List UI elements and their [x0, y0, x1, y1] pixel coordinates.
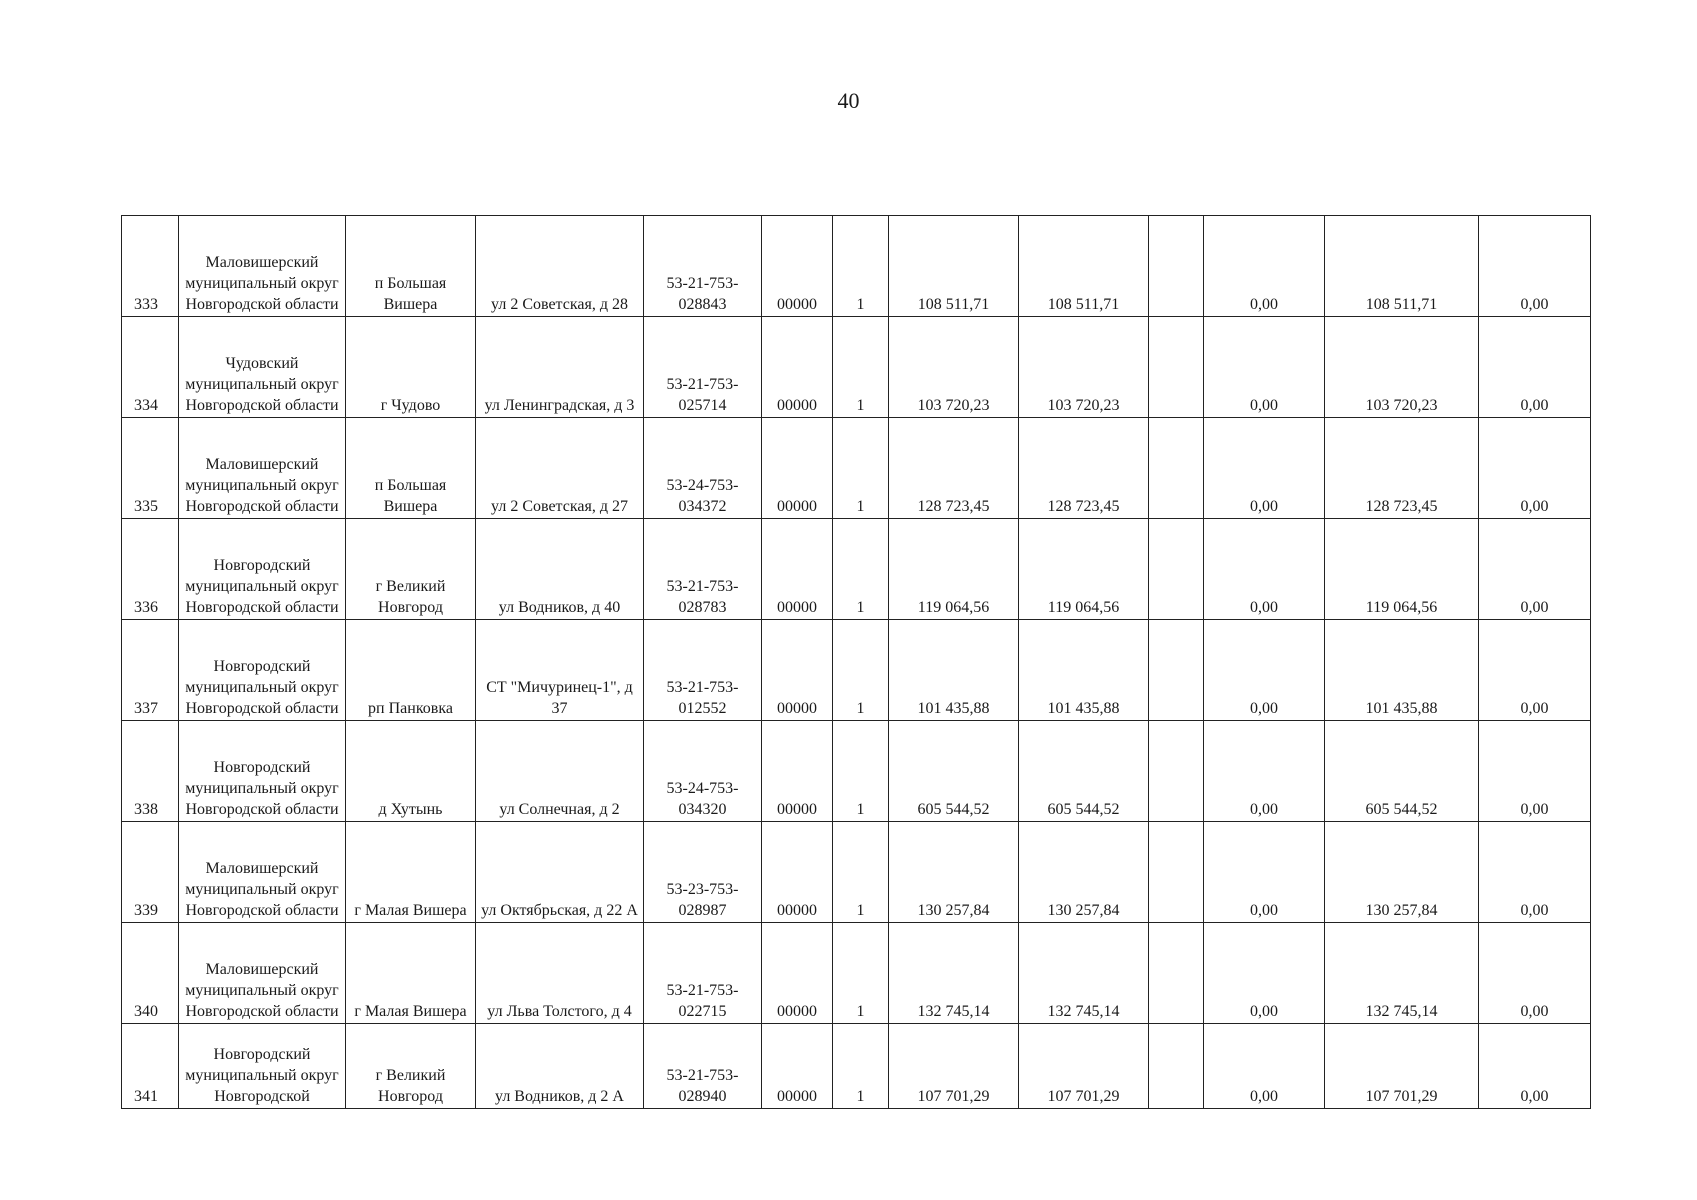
code-cell: 53-23-753-028987	[644, 822, 762, 923]
amount-3-cell: 0,00	[1204, 1024, 1325, 1109]
code-cell: 53-21-753-028783	[644, 519, 762, 620]
amount-3-cell: 0,00	[1204, 822, 1325, 923]
amount-2-cell: 103 720,23	[1019, 317, 1149, 418]
amount-2-cell: 130 257,84	[1019, 822, 1149, 923]
locality-cell: г Чудово	[346, 317, 476, 418]
amount-2-cell: 128 723,45	[1019, 418, 1149, 519]
code-cell: 53-24-753-034320	[644, 721, 762, 822]
row-number-cell: 341	[122, 1024, 179, 1109]
code-suffix-cell: 00000	[762, 721, 833, 822]
row-number-cell: 339	[122, 822, 179, 923]
amount-1-cell: 128 723,45	[889, 418, 1019, 519]
row-number-cell: 338	[122, 721, 179, 822]
code-cell: 53-21-753-022715	[644, 923, 762, 1024]
amount-4-cell: 108 511,71	[1325, 216, 1479, 317]
district-cell: Новгородский муниципальный округ Новгородской области	[179, 620, 346, 721]
empty-cell	[1149, 620, 1204, 721]
amount-2-cell: 132 745,14	[1019, 923, 1149, 1024]
code-suffix-cell: 00000	[762, 519, 833, 620]
row-number-cell: 335	[122, 418, 179, 519]
address-cell: ул Льва Толстого, д 4	[476, 923, 644, 1024]
district-cell: Новгородский муниципальный округ Новгородской области	[179, 721, 346, 822]
code-suffix-cell: 00000	[762, 620, 833, 721]
code-cell: 53-21-753-025714	[644, 317, 762, 418]
code-suffix-cell: 00000	[762, 1024, 833, 1109]
amount-4-cell: 101 435,88	[1325, 620, 1479, 721]
table-row	[122, 216, 1591, 317]
empty-cell	[1149, 721, 1204, 822]
count-cell: 1	[833, 519, 889, 620]
address-cell: ул Солнечная, д 2	[476, 721, 644, 822]
address-cell: ул 2 Советская, д 28	[476, 216, 644, 317]
locality-cell: г Малая Вишера	[346, 822, 476, 923]
amount-3-cell: 0,00	[1204, 519, 1325, 620]
table-row	[122, 620, 1591, 721]
row-number-cell: 334	[122, 317, 179, 418]
locality-cell: г Великий Новгород	[346, 519, 476, 620]
code-suffix-cell: 00000	[762, 822, 833, 923]
table-body	[122, 216, 1591, 1109]
address-cell: ул Ленинградская, д 3	[476, 317, 644, 418]
address-cell: ул Водников, д 2 А	[476, 1024, 644, 1109]
amount-5-cell: 0,00	[1479, 822, 1591, 923]
count-cell: 1	[833, 317, 889, 418]
count-cell: 1	[833, 822, 889, 923]
district-cell: Маловишерский муниципальный округ Новгородской области	[179, 418, 346, 519]
count-cell: 1	[833, 923, 889, 1024]
data-table	[121, 215, 1591, 1109]
address-cell: ул Водников, д 40	[476, 519, 644, 620]
count-cell: 1	[833, 418, 889, 519]
locality-cell: п Большая Вишера	[346, 216, 476, 317]
count-cell: 1	[833, 721, 889, 822]
amount-4-cell: 128 723,45	[1325, 418, 1479, 519]
count-cell: 1	[833, 216, 889, 317]
page-number: 40	[837, 88, 860, 113]
district-cell: Маловишерский муниципальный округ Новгородской области	[179, 923, 346, 1024]
amount-5-cell: 0,00	[1479, 620, 1591, 721]
code-suffix-cell: 00000	[762, 923, 833, 1024]
row-number-cell: 336	[122, 519, 179, 620]
empty-cell	[1149, 317, 1204, 418]
amount-4-cell: 605 544,52	[1325, 721, 1479, 822]
amount-1-cell: 107 701,29	[889, 1024, 1019, 1109]
code-suffix-cell: 00000	[762, 418, 833, 519]
code-cell: 53-21-753-012552	[644, 620, 762, 721]
amount-1-cell: 132 745,14	[889, 923, 1019, 1024]
locality-cell: п Большая Вишера	[346, 418, 476, 519]
empty-cell	[1149, 216, 1204, 317]
district-cell: Новгородский муниципальный округ Новгородской	[179, 1024, 346, 1109]
amount-4-cell: 132 745,14	[1325, 923, 1479, 1024]
table-row	[122, 721, 1591, 822]
amount-5-cell: 0,00	[1479, 317, 1591, 418]
locality-cell: г Малая Вишера	[346, 923, 476, 1024]
code-suffix-cell: 00000	[762, 317, 833, 418]
table-row	[122, 317, 1591, 418]
amount-1-cell: 103 720,23	[889, 317, 1019, 418]
district-cell: Новгородский муниципальный округ Новгородской области	[179, 519, 346, 620]
table-row	[122, 418, 1591, 519]
address-cell: СТ "Мичуринец-1", д 37	[476, 620, 644, 721]
district-cell: Чудовский муниципальный округ Новгородской области	[179, 317, 346, 418]
amount-1-cell: 119 064,56	[889, 519, 1019, 620]
empty-cell	[1149, 418, 1204, 519]
row-number-cell: 333	[122, 216, 179, 317]
empty-cell	[1149, 822, 1204, 923]
amount-3-cell: 0,00	[1204, 721, 1325, 822]
amount-3-cell: 0,00	[1204, 216, 1325, 317]
row-number-cell: 340	[122, 923, 179, 1024]
table-row	[122, 923, 1591, 1024]
address-cell: ул 2 Советская, д 27	[476, 418, 644, 519]
amount-4-cell: 107 701,29	[1325, 1024, 1479, 1109]
amount-3-cell: 0,00	[1204, 620, 1325, 721]
empty-cell	[1149, 519, 1204, 620]
amount-1-cell: 101 435,88	[889, 620, 1019, 721]
district-cell: Маловишерский муниципальный округ Новгородской области	[179, 216, 346, 317]
count-cell: 1	[833, 1024, 889, 1109]
address-cell: ул Октябрьская, д 22 А	[476, 822, 644, 923]
amount-5-cell: 0,00	[1479, 216, 1591, 317]
amount-5-cell: 0,00	[1479, 721, 1591, 822]
row-number-cell: 337	[122, 620, 179, 721]
amount-5-cell: 0,00	[1479, 923, 1591, 1024]
amount-1-cell: 130 257,84	[889, 822, 1019, 923]
amount-2-cell: 101 435,88	[1019, 620, 1149, 721]
amount-5-cell: 0,00	[1479, 418, 1591, 519]
empty-cell	[1149, 923, 1204, 1024]
amount-2-cell: 108 511,71	[1019, 216, 1149, 317]
amount-2-cell: 605 544,52	[1019, 721, 1149, 822]
amount-3-cell: 0,00	[1204, 418, 1325, 519]
amount-2-cell: 107 701,29	[1019, 1024, 1149, 1109]
amount-4-cell: 103 720,23	[1325, 317, 1479, 418]
amount-5-cell: 0,00	[1479, 519, 1591, 620]
code-cell: 53-21-753-028940	[644, 1024, 762, 1109]
amount-4-cell: 130 257,84	[1325, 822, 1479, 923]
amount-1-cell: 605 544,52	[889, 721, 1019, 822]
amount-4-cell: 119 064,56	[1325, 519, 1479, 620]
locality-cell: д Хутынь	[346, 721, 476, 822]
code-suffix-cell: 00000	[762, 216, 833, 317]
count-cell: 1	[833, 620, 889, 721]
district-cell: Маловишерский муниципальный округ Новгородской области	[179, 822, 346, 923]
amount-1-cell: 108 511,71	[889, 216, 1019, 317]
locality-cell: рп Панковка	[346, 620, 476, 721]
table-row	[122, 1024, 1591, 1109]
code-cell: 53-24-753-034372	[644, 418, 762, 519]
table-row	[122, 822, 1591, 923]
empty-cell	[1149, 1024, 1204, 1109]
amount-5-cell: 0,00	[1479, 1024, 1591, 1109]
locality-cell: г Великий Новгород	[346, 1024, 476, 1109]
table-row	[122, 519, 1591, 620]
amount-2-cell: 119 064,56	[1019, 519, 1149, 620]
amount-3-cell: 0,00	[1204, 923, 1325, 1024]
code-cell: 53-21-753-028843	[644, 216, 762, 317]
amount-3-cell: 0,00	[1204, 317, 1325, 418]
